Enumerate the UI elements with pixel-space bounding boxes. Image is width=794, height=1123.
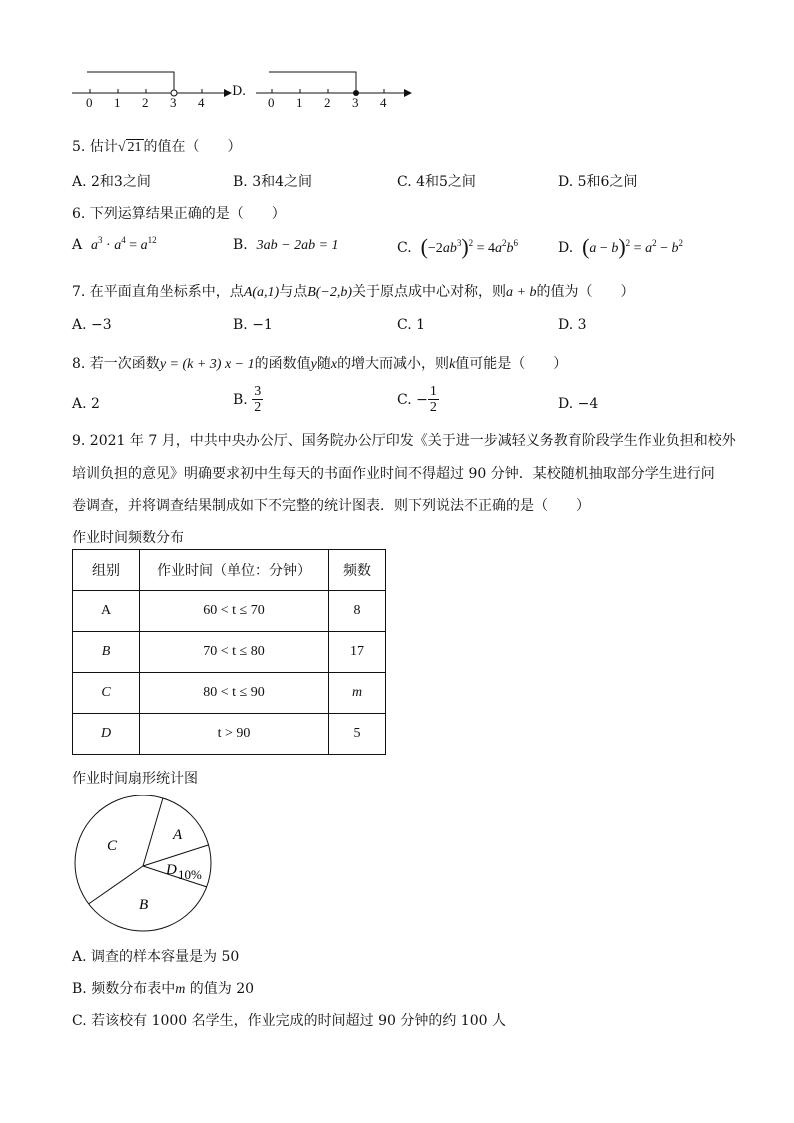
tick-right-1: 1	[296, 95, 303, 110]
q8-c-denominator: 2	[429, 400, 437, 416]
q9-b-m: m	[175, 982, 186, 997]
q8-option-c[interactable]	[397, 384, 439, 416]
cell-freq: 5	[329, 714, 386, 755]
slice-label-b: B	[139, 897, 149, 913]
q7-point-b: B(−2,b)	[307, 285, 353, 300]
q8-func: y = (k + 3) x − 1	[159, 357, 255, 372]
q6-c-label: C.	[397, 240, 412, 256]
pie-chart	[70, 795, 220, 940]
table-header-row	[73, 550, 386, 591]
q7-point-a: A(a,1)	[243, 285, 280, 300]
q8-c-label: C. −	[397, 391, 428, 408]
tick-right-4: 4	[380, 95, 387, 110]
q7-sum: a + b	[506, 285, 537, 300]
q8-b-label: B.	[233, 391, 248, 408]
q7-option-d[interactable]: D. 3	[558, 317, 587, 333]
question-8	[72, 353, 567, 373]
q6-option-b[interactable]	[233, 237, 339, 254]
q8-k: k	[449, 357, 456, 372]
q7-option-c[interactable]: C. 1	[397, 317, 426, 333]
option-d-label: D.	[232, 84, 247, 99]
pie-title: 作业时间扇形统计图	[72, 771, 198, 787]
q9-line-3: 卷调查，并将调查结果制成如下不完整的统计图表．则下列说法不正确的是（ ）	[72, 498, 590, 514]
q6-b-expr: 3ab − 2ab = 1	[256, 238, 339, 253]
slice-percent-d: 10%	[178, 867, 202, 882]
cell-time: t > 90	[140, 714, 329, 755]
q8-c-numerator: 1	[429, 384, 437, 399]
q6-option-d[interactable]: D. $(a - b)^2 = a^2 - b^2$	[558, 234, 683, 259]
question-5	[72, 136, 242, 156]
cell-freq: m	[329, 673, 386, 714]
table-row	[73, 673, 386, 714]
table-row	[73, 591, 386, 632]
q9-option-b[interactable]	[72, 978, 254, 998]
tick-right-2: 2	[324, 95, 331, 110]
tick-left-0: 0	[86, 95, 93, 110]
cell-group: A	[73, 591, 140, 632]
cell-group: C	[73, 673, 140, 714]
q8-stem-b: 的函数值	[254, 356, 311, 372]
q7-option-a[interactable]: A. −3	[72, 317, 112, 333]
q5-option-a[interactable]: A. 2和3之间	[72, 174, 151, 190]
frequency-table	[72, 549, 386, 755]
tick-left-1: 1	[114, 95, 121, 110]
q7-stem-b: 与点	[279, 284, 308, 300]
tick-left-2: 2	[142, 95, 149, 110]
tick-left-4: 4	[198, 95, 205, 110]
numberline-left	[72, 72, 232, 97]
sqrt-symbol: √ 21	[117, 140, 142, 155]
question-6: 6. 下列运算结果正确的是（ ）	[72, 206, 286, 222]
q7-stem-a: 7. 在平面直角坐标系中，点	[72, 284, 244, 300]
q5-radicand: 21	[127, 140, 142, 155]
q6-d-label: D.	[558, 240, 574, 256]
q6-a-label: A	[72, 237, 83, 253]
cell-freq: 17	[329, 632, 386, 673]
header-time: 作业时间（单位：分钟）	[140, 550, 329, 591]
table-title: 作业时间频数分布	[72, 530, 184, 546]
slice-label-a: A	[173, 827, 183, 843]
cell-freq: 8	[329, 591, 386, 632]
q8-y: y	[310, 357, 317, 372]
q9-option-a[interactable]: A. 调查的样本容量是为 50	[72, 949, 240, 965]
q7-stem-d: 的值为（ ）	[536, 284, 635, 300]
tick-right-0: 0	[268, 95, 275, 110]
q9-line-2: 培训负担的意见》明确要求初中生每天的书面作业时间不得超过 90 分钟．某校随机抽取部分学生进行问	[72, 466, 715, 482]
q8-b-numerator: 3	[254, 384, 262, 399]
cell-time: 60 < t ≤ 70	[140, 591, 329, 632]
slice-label-d: D	[166, 862, 177, 878]
q8-stem-d: 的增大而减小，则	[337, 356, 450, 372]
q6-option-c[interactable]: C. $(-2ab^3)^2 = 4a^2b^6$	[397, 234, 519, 259]
q5-stem-b: 的值在（ ）	[143, 139, 242, 155]
q8-stem-c: 随	[316, 356, 331, 372]
q9-line-1: 9. 2021 年 7 月，中共中央办公厅、国务院办公厅印发《关于进一步减轻义务教育阶段学生作业负担和校外	[72, 433, 736, 449]
cell-time: 80 < t ≤ 90	[140, 673, 329, 714]
cell-time: 70 < t ≤ 80	[140, 632, 329, 673]
q8-option-b[interactable]	[233, 384, 263, 416]
q8-b-denominator: 2	[254, 400, 262, 416]
q9-b-text-a: B. 频数分布表中	[72, 981, 176, 997]
q7-stem-c: 关于原点成中心对称，则	[352, 284, 507, 300]
cell-group: B	[73, 632, 140, 673]
q5-option-d[interactable]: D. 5和6之间	[558, 174, 638, 190]
table-row	[73, 714, 386, 755]
q9-b-text-b: 的值为 20	[185, 981, 255, 997]
q6-option-a[interactable]: A $a^3 \cdot a^4 = a^{12}$	[72, 235, 157, 253]
q7-option-b[interactable]: B. −1	[233, 317, 273, 333]
tick-right-3: 3	[352, 95, 359, 110]
q5-stem-a: 5. 估计	[72, 139, 118, 155]
question-7	[72, 281, 634, 301]
slice-label-c: C	[107, 838, 118, 854]
header-group: 组别	[73, 550, 140, 591]
q8-stem-a: 8. 若一次函数	[72, 356, 160, 372]
q8-x: x	[330, 357, 338, 372]
q8-stem-e: 值可能是（ ）	[455, 356, 568, 372]
table-row	[73, 632, 386, 673]
numberline-right	[256, 72, 412, 97]
q5-option-b[interactable]: B. 3和4之间	[233, 174, 313, 190]
header-freq: 频数	[329, 550, 386, 591]
q6-b-label: B.	[233, 237, 248, 253]
q9-option-c[interactable]: C. 若该校有 1000 名学生，作业完成的时间超过 90 分钟的约 100 人	[72, 1013, 506, 1029]
q8-option-a[interactable]: A. 2	[72, 396, 100, 412]
q8-option-d[interactable]: D. −4	[558, 396, 599, 412]
tick-left-3: 3	[170, 95, 177, 110]
q5-option-c[interactable]: C. 4和5之间	[397, 174, 476, 190]
cell-group: D	[73, 714, 140, 755]
